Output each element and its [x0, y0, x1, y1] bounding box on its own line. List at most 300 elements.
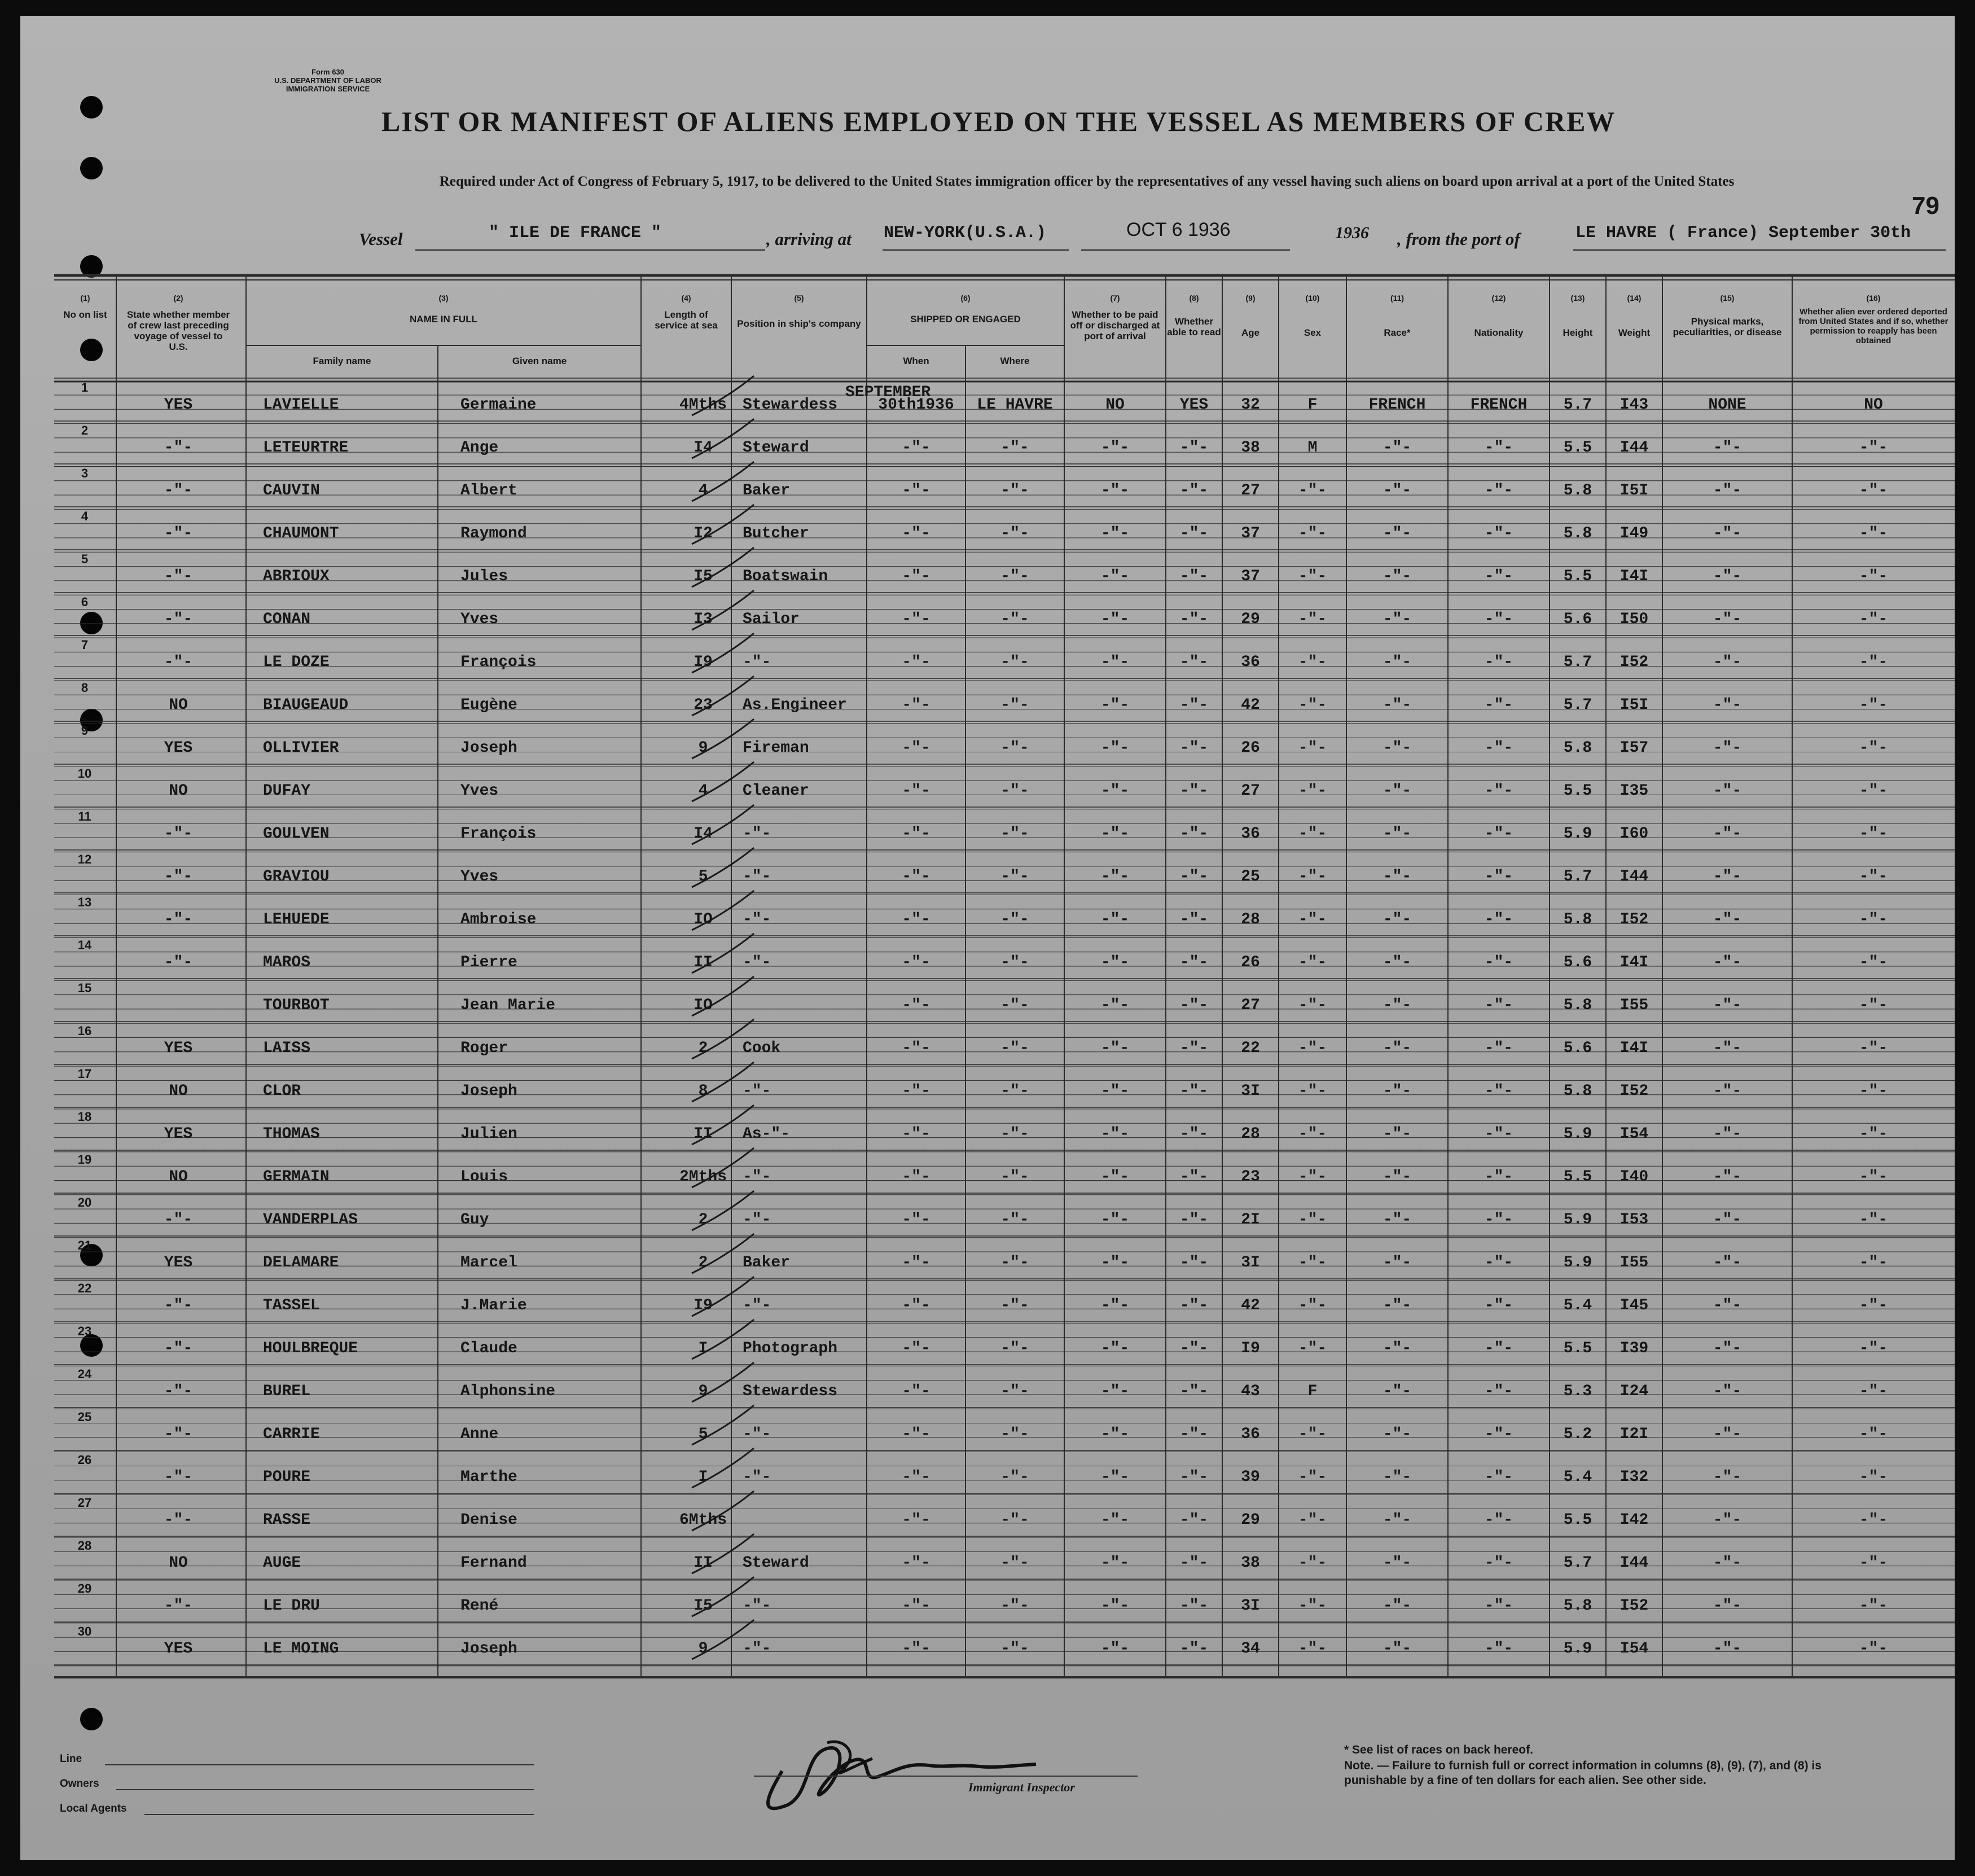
- cell-state-whether: -"-: [164, 525, 193, 542]
- cell-weight: I60: [1620, 825, 1649, 843]
- cell-physical-marks: -"-: [1713, 482, 1742, 499]
- cell-deported: -"-: [1859, 611, 1888, 628]
- cell-sex: -"-: [1298, 954, 1327, 971]
- cell-position: -"-: [743, 654, 771, 671]
- cell-shipped-where: -"-: [1000, 1383, 1029, 1400]
- cell-length-of-service: I4: [694, 439, 713, 457]
- cell-paid-off: -"-: [1100, 439, 1130, 457]
- cell-weight: I44: [1620, 868, 1649, 886]
- cell-physical-marks: -"-: [1713, 825, 1742, 843]
- row-number: 2: [81, 423, 89, 437]
- cell-physical-marks: -"-: [1713, 525, 1742, 542]
- cell-family-name: CHAUMONT: [263, 525, 339, 542]
- cell-state-whether: YES: [164, 1254, 193, 1272]
- cell-age: 37: [1241, 568, 1260, 585]
- cell-deported: -"-: [1859, 1125, 1888, 1143]
- cell-paid-off: -"-: [1100, 1640, 1130, 1658]
- cell-family-name: CONAN: [263, 611, 311, 628]
- cell-shipped-where: -"-: [1000, 696, 1029, 714]
- cell-shipped-where: -"-: [1000, 482, 1029, 499]
- cell-family-name: AUGE: [263, 1554, 301, 1572]
- cell-able-to-read: -"-: [1179, 1168, 1209, 1186]
- cell-nationality: -"-: [1484, 1554, 1513, 1572]
- cell-race: -"-: [1382, 439, 1412, 457]
- cell-height: 5.8: [1563, 1082, 1592, 1100]
- cell-position: -"-: [743, 1469, 771, 1486]
- col-number-9: (9): [1245, 293, 1256, 303]
- cell-weight: I44: [1620, 1554, 1649, 1572]
- arriving-port: NEW-YORK(U.S.A.): [884, 223, 1047, 243]
- cell-family-name: DELAMARE: [263, 1254, 339, 1272]
- cell-deported: -"-: [1859, 525, 1888, 542]
- cell-sex: -"-: [1298, 1340, 1327, 1357]
- cell-given-name: Joseph: [460, 739, 517, 757]
- cell-nationality: -"-: [1484, 1426, 1513, 1443]
- cell-shipped-where: -"-: [1000, 1640, 1029, 1658]
- cell-height: 5.7: [1563, 868, 1592, 886]
- cell-family-name: GOULVEN: [263, 825, 330, 843]
- cell-position: Steward: [743, 1554, 809, 1572]
- cell-family-name: ABRIOUX: [263, 568, 330, 585]
- cell-height: 5.4: [1563, 1297, 1592, 1314]
- cell-family-name: GERMAIN: [263, 1168, 330, 1186]
- cell-family-name: POURE: [263, 1469, 311, 1486]
- cell-length-of-service: 2: [698, 1211, 708, 1229]
- cell-family-name: TOURBOT: [263, 997, 330, 1014]
- cell-paid-off: -"-: [1100, 611, 1130, 628]
- from-label: , from the port of: [1397, 229, 1520, 249]
- cell-height: 5.9: [1563, 825, 1592, 843]
- cell-sex: -"-: [1298, 654, 1327, 671]
- cell-weight: I5I: [1620, 482, 1649, 499]
- cell-shipped-when: -"-: [902, 1125, 931, 1143]
- cell-length-of-service: I2: [694, 525, 713, 542]
- cell-shipped-when: -"-: [902, 1254, 931, 1272]
- cell-paid-off: -"-: [1100, 782, 1130, 800]
- cell-shipped-where: -"-: [1000, 654, 1029, 671]
- cell-state-whether: -"-: [164, 1426, 193, 1443]
- cell-state-whether: YES: [164, 739, 193, 757]
- cell-sex: M: [1307, 439, 1318, 457]
- cell-length-of-service: 4Mths: [679, 396, 727, 414]
- cell-state-whether: NO: [169, 782, 188, 800]
- cell-length-of-service: I4: [694, 825, 713, 843]
- cell-paid-off: NO: [1105, 396, 1125, 414]
- line-label: Line: [60, 1753, 82, 1765]
- cell-shipped-where: -"-: [1000, 1511, 1029, 1529]
- cell-given-name: Anne: [460, 1426, 499, 1443]
- cell-paid-off: -"-: [1100, 1211, 1130, 1229]
- cell-deported: -"-: [1859, 482, 1888, 499]
- cell-age: 27: [1241, 482, 1260, 499]
- cell-race: -"-: [1382, 611, 1412, 628]
- cell-paid-off: -"-: [1100, 568, 1130, 585]
- cell-length-of-service: 2Mths: [679, 1168, 727, 1186]
- form-number: Form 630: [311, 68, 344, 76]
- cell-physical-marks: -"-: [1713, 696, 1742, 714]
- cell-age: 38: [1241, 439, 1260, 457]
- cell-shipped-where: -"-: [1000, 911, 1029, 928]
- cell-height: 5.7: [1563, 654, 1592, 671]
- cell-nationality: -"-: [1484, 654, 1513, 671]
- manifest-sheet: [20, 16, 1955, 1860]
- cell-age: 23: [1241, 1168, 1260, 1186]
- cell-shipped-where: -"-: [1000, 782, 1029, 800]
- cell-shipped-where: -"-: [1000, 739, 1029, 757]
- cell-able-to-read: -"-: [1179, 1082, 1209, 1100]
- row-number: 16: [77, 1024, 92, 1038]
- cell-weight: I45: [1620, 1297, 1649, 1314]
- cell-length-of-service: I5: [694, 1597, 713, 1615]
- cell-given-name: François: [460, 654, 537, 671]
- cell-shipped-when: -"-: [902, 1511, 931, 1529]
- row-number: 9: [81, 724, 89, 738]
- col-number-11: (11): [1390, 293, 1405, 303]
- cell-position: As-"-: [743, 1125, 791, 1143]
- cell-height: 5.3: [1563, 1383, 1592, 1400]
- cell-able-to-read: -"-: [1179, 868, 1209, 886]
- cell-shipped-when: -"-: [902, 825, 931, 843]
- cell-family-name: CLOR: [263, 1082, 301, 1100]
- row-number: 28: [77, 1539, 92, 1553]
- cell-height: 5.4: [1563, 1469, 1592, 1486]
- cell-age: 27: [1241, 782, 1260, 800]
- cell-age: 42: [1241, 696, 1260, 714]
- cell-shipped-where: -"-: [1000, 997, 1029, 1014]
- cell-shipped-where: -"-: [1000, 954, 1029, 971]
- owners-underline: [116, 1789, 534, 1790]
- cell-age: 3I: [1241, 1254, 1260, 1272]
- cell-position: -"-: [743, 1211, 771, 1229]
- vessel-label: Vessel: [359, 229, 403, 249]
- cell-given-name: Joseph: [460, 1082, 517, 1100]
- header-sex: Sex: [1304, 327, 1322, 338]
- cell-shipped-where: -"-: [1000, 611, 1029, 628]
- cell-race: -"-: [1382, 1082, 1412, 1100]
- cell-state-whether: -"-: [164, 439, 193, 457]
- cell-family-name: LAISS: [263, 1040, 311, 1057]
- cell-position: Cleaner: [743, 782, 809, 800]
- cell-nationality: -"-: [1484, 1211, 1513, 1229]
- header-no-on-list: No on list: [63, 309, 107, 320]
- cell-sex: -"-: [1298, 1640, 1327, 1658]
- cell-age: 2I: [1241, 1211, 1260, 1229]
- cell-weight: I55: [1620, 1254, 1649, 1272]
- row-number: 12: [77, 852, 92, 866]
- cell-family-name: LEHUEDE: [263, 911, 330, 928]
- cell-race: -"-: [1382, 825, 1412, 843]
- local-agents-label: Local Agents: [60, 1803, 127, 1814]
- cell-sex: -"-: [1298, 1597, 1327, 1615]
- header-where: Where: [1000, 356, 1030, 366]
- cell-state-whether: -"-: [164, 611, 193, 628]
- cell-able-to-read: YES: [1179, 396, 1209, 414]
- cell-nationality: -"-: [1484, 1597, 1513, 1615]
- owners-label: Owners: [60, 1778, 99, 1790]
- cell-state-whether: -"-: [164, 1469, 193, 1486]
- col-number-13: (13): [1570, 293, 1585, 303]
- cell-age: 27: [1241, 997, 1260, 1014]
- cell-age: 28: [1241, 1125, 1260, 1143]
- cell-physical-marks: -"-: [1713, 782, 1742, 800]
- cell-shipped-when: -"-: [902, 1383, 931, 1400]
- cell-height: 5.5: [1563, 782, 1592, 800]
- cell-shipped-when: -"-: [902, 1554, 931, 1572]
- cell-shipped-where: -"-: [1000, 825, 1029, 843]
- cell-height: 5.6: [1563, 954, 1592, 971]
- cell-able-to-read: -"-: [1179, 782, 1209, 800]
- cell-age: 26: [1241, 739, 1260, 757]
- cell-physical-marks: -"-: [1713, 911, 1742, 928]
- cell-weight: I39: [1620, 1340, 1649, 1357]
- cell-physical-marks: -"-: [1713, 1254, 1742, 1272]
- cell-given-name: Marthe: [460, 1469, 517, 1486]
- row-number: 6: [81, 595, 89, 609]
- cell-physical-marks: -"-: [1713, 1383, 1742, 1400]
- cell-height: 5.7: [1563, 696, 1592, 714]
- row-number: 11: [78, 809, 91, 823]
- header-family-name: Family name: [313, 356, 371, 366]
- cell-height: 5.5: [1563, 568, 1592, 585]
- cell-paid-off: -"-: [1100, 1040, 1130, 1057]
- row-number: 7: [81, 638, 89, 652]
- row-number: 27: [77, 1496, 92, 1510]
- cell-paid-off: -"-: [1100, 1383, 1130, 1400]
- cell-race: -"-: [1382, 1254, 1412, 1272]
- cell-shipped-where: -"-: [1000, 1082, 1029, 1100]
- cell-position: -"-: [743, 1297, 771, 1314]
- note-text: — Failure to furnish full or correct information in columns (8), (9), (7), and (8) is punishable by a fine of ten dollars for each alien. See other side.: [1344, 1759, 1822, 1787]
- cell-deported: -"-: [1859, 1254, 1888, 1272]
- cell-nationality: -"-: [1484, 825, 1513, 843]
- cell-sex: -"-: [1298, 696, 1327, 714]
- cell-position: Baker: [743, 482, 791, 499]
- cell-shipped-when: -"-: [902, 482, 931, 499]
- cell-position: Steward: [743, 439, 809, 457]
- cell-age: 38: [1241, 1554, 1260, 1572]
- cell-height: 5.8: [1563, 911, 1592, 928]
- row-number: 21: [77, 1238, 92, 1252]
- cell-deported: -"-: [1859, 1554, 1888, 1572]
- cell-family-name: MAROS: [263, 954, 311, 971]
- cell-able-to-read: -"-: [1179, 1426, 1209, 1443]
- cell-state-whether: -"-: [164, 911, 193, 928]
- cell-shipped-where: -"-: [1000, 1597, 1029, 1615]
- cell-age: 28: [1241, 911, 1260, 928]
- cell-paid-off: -"-: [1100, 825, 1130, 843]
- arrival-date-stamp: OCT 6 1936: [1126, 219, 1231, 240]
- cell-sex: -"-: [1298, 868, 1327, 886]
- cell-state-whether: -"-: [164, 568, 193, 585]
- cell-sex: -"-: [1298, 1426, 1327, 1443]
- cell-height: 5.8: [1563, 739, 1592, 757]
- cell-state-whether: NO: [169, 1168, 188, 1186]
- cell-race: -"-: [1382, 1383, 1412, 1400]
- cell-family-name: BIAUGEAUD: [263, 696, 349, 714]
- cell-physical-marks: -"-: [1713, 739, 1742, 757]
- cell-weight: I43: [1620, 396, 1649, 414]
- cell-length-of-service: IO: [694, 911, 713, 928]
- row-number: 5: [81, 552, 89, 566]
- cell-sex: -"-: [1298, 782, 1327, 800]
- cell-physical-marks: -"-: [1713, 1340, 1742, 1357]
- cell-family-name: CAUVIN: [263, 482, 320, 499]
- cell-state-whether: -"-: [164, 1597, 193, 1615]
- cell-state-whether: NO: [169, 696, 188, 714]
- cell-physical-marks: -"-: [1713, 954, 1742, 971]
- row-number: 10: [77, 766, 92, 781]
- cell-length-of-service: II: [694, 954, 713, 971]
- cell-length-of-service: 4: [698, 782, 708, 800]
- cell-race: -"-: [1382, 1125, 1412, 1143]
- cell-physical-marks: -"-: [1713, 868, 1742, 886]
- cell-physical-marks: -"-: [1713, 1082, 1742, 1100]
- cell-paid-off: -"-: [1100, 1168, 1130, 1186]
- cell-deported: NO: [1864, 396, 1883, 414]
- line-underline: [105, 1764, 534, 1765]
- row-number: 3: [81, 466, 89, 480]
- cell-height: 5.5: [1563, 439, 1592, 457]
- cell-weight: I40: [1620, 1168, 1649, 1186]
- cell-length-of-service: I: [698, 1340, 708, 1357]
- cell-shipped-where: -"-: [1000, 1469, 1029, 1486]
- cell-shipped-when: -"-: [902, 568, 931, 585]
- cell-shipped-when: -"-: [902, 696, 931, 714]
- cell-able-to-read: -"-: [1179, 911, 1209, 928]
- manifest-grid: [20, 16, 1955, 1860]
- header-deported: Whether alien ever ordered deported from United States and if so, whether permission to reapply has been obtained: [1798, 307, 1948, 345]
- cell-paid-off: -"-: [1100, 482, 1130, 499]
- cell-nationality: -"-: [1484, 696, 1513, 714]
- cell-shipped-when: -"-: [902, 1640, 931, 1658]
- cell-deported: -"-: [1859, 954, 1888, 971]
- cell-height: 5.9: [1563, 1125, 1592, 1143]
- cell-state-whether: -"-: [164, 1211, 193, 1229]
- cell-shipped-when: -"-: [902, 1040, 931, 1057]
- cell-physical-marks: -"-: [1713, 1511, 1742, 1529]
- cell-physical-marks: -"-: [1713, 1426, 1742, 1443]
- cell-age: 39: [1241, 1469, 1260, 1486]
- row-number: 30: [77, 1624, 92, 1638]
- cell-nationality: -"-: [1484, 568, 1513, 585]
- cell-paid-off: -"-: [1100, 1554, 1130, 1572]
- cell-age: 34: [1241, 1640, 1260, 1658]
- header-weight: Weight: [1618, 327, 1651, 338]
- cell-weight: I55: [1620, 997, 1649, 1014]
- cell-length-of-service: II: [694, 1554, 713, 1572]
- from-port: LE HAVRE ( France) September 30th: [1575, 223, 1911, 243]
- cell-paid-off: -"-: [1100, 525, 1130, 542]
- cell-weight: I2I: [1620, 1426, 1649, 1443]
- row-number: 17: [77, 1067, 92, 1081]
- header-state-whether: State whether member of crew last preceding voyage of vessel to U.S.: [126, 309, 230, 352]
- cell-paid-off: -"-: [1100, 1082, 1130, 1100]
- cell-position: -"-: [743, 868, 771, 886]
- header-paid-off: Whether to be paid off or discharged at port of arrival: [1070, 309, 1160, 341]
- service-name: IMMIGRATION SERVICE: [286, 85, 370, 93]
- cell-paid-off: -"-: [1100, 1254, 1130, 1272]
- cell-shipped-where: -"-: [1000, 1168, 1029, 1186]
- cell-length-of-service: 4: [698, 482, 708, 499]
- cell-able-to-read: -"-: [1179, 1640, 1209, 1658]
- cell-race: -"-: [1382, 696, 1412, 714]
- cell-length-of-service: 2: [698, 1040, 708, 1057]
- cell-weight: I52: [1620, 1082, 1649, 1100]
- cell-race: -"-: [1382, 568, 1412, 585]
- cell-paid-off: -"-: [1100, 1125, 1130, 1143]
- cell-sex: -"-: [1298, 739, 1327, 757]
- cell-length-of-service: 23: [694, 696, 713, 714]
- cell-state-whether: YES: [164, 1640, 193, 1658]
- cell-race: -"-: [1382, 1469, 1412, 1486]
- cell-sex: -"-: [1298, 568, 1327, 585]
- cell-physical-marks: -"-: [1713, 654, 1742, 671]
- cell-given-name: Jules: [460, 568, 508, 585]
- cell-able-to-read: -"-: [1179, 1297, 1209, 1314]
- cell-state-whether: NO: [169, 1554, 188, 1572]
- cell-physical-marks: -"-: [1713, 568, 1742, 585]
- row-number: 1: [81, 380, 89, 395]
- cell-age: 36: [1241, 654, 1260, 671]
- cell-deported: -"-: [1859, 1511, 1888, 1529]
- cell-family-name: LE DOZE: [263, 654, 330, 671]
- cell-deported: -"-: [1859, 439, 1888, 457]
- cell-deported: -"-: [1859, 739, 1888, 757]
- cell-family-name: OLLIVIER: [263, 739, 339, 757]
- header-age: Age: [1241, 327, 1260, 338]
- row-number: 22: [77, 1281, 92, 1295]
- cell-physical-marks: -"-: [1713, 1040, 1742, 1057]
- cell-able-to-read: -"-: [1179, 568, 1209, 585]
- cell-state-whether: -"-: [164, 1297, 193, 1314]
- shipped-month: SEPTEMBER: [845, 384, 931, 401]
- cell-paid-off: -"-: [1100, 1426, 1130, 1443]
- cell-shipped-where: -"-: [1000, 1297, 1029, 1314]
- cell-weight: I4I: [1620, 954, 1649, 971]
- cell-deported: -"-: [1859, 1469, 1888, 1486]
- col-number-6: (6): [960, 293, 971, 303]
- cell-weight: I57: [1620, 739, 1649, 757]
- cell-family-name: GRAVIOU: [263, 868, 330, 886]
- cell-given-name: Fernand: [460, 1554, 527, 1572]
- cell-family-name: CARRIE: [263, 1426, 320, 1443]
- cell-shipped-where: -"-: [1000, 1426, 1029, 1443]
- cell-race: -"-: [1382, 997, 1412, 1014]
- cell-able-to-read: -"-: [1179, 1254, 1209, 1272]
- cell-height: 5.9: [1563, 1640, 1592, 1658]
- cell-position: Baker: [743, 1254, 791, 1272]
- cell-height: 5.8: [1563, 1597, 1592, 1615]
- cell-position: -"-: [743, 1082, 771, 1100]
- cell-race: -"-: [1382, 739, 1412, 757]
- cell-physical-marks: -"-: [1713, 1297, 1742, 1314]
- row-number: 14: [77, 938, 92, 952]
- cell-sex: -"-: [1298, 1554, 1327, 1572]
- cell-height: 5.6: [1563, 1040, 1592, 1057]
- cell-race: -"-: [1382, 1297, 1412, 1314]
- cell-sex: F: [1307, 1383, 1318, 1400]
- cell-shipped-when: -"-: [902, 739, 931, 757]
- cell-shipped-when: -"-: [902, 1340, 931, 1357]
- cell-nationality: -"-: [1484, 1040, 1513, 1057]
- inspector-label: Immigrant Inspector: [968, 1780, 1075, 1794]
- cell-state-whether: YES: [164, 396, 193, 414]
- penalty-note: [1344, 1759, 1880, 1788]
- cell-sex: -"-: [1298, 911, 1327, 928]
- cell-age: 25: [1241, 868, 1260, 886]
- cell-shipped-when: -"-: [902, 911, 931, 928]
- cell-nationality: -"-: [1484, 782, 1513, 800]
